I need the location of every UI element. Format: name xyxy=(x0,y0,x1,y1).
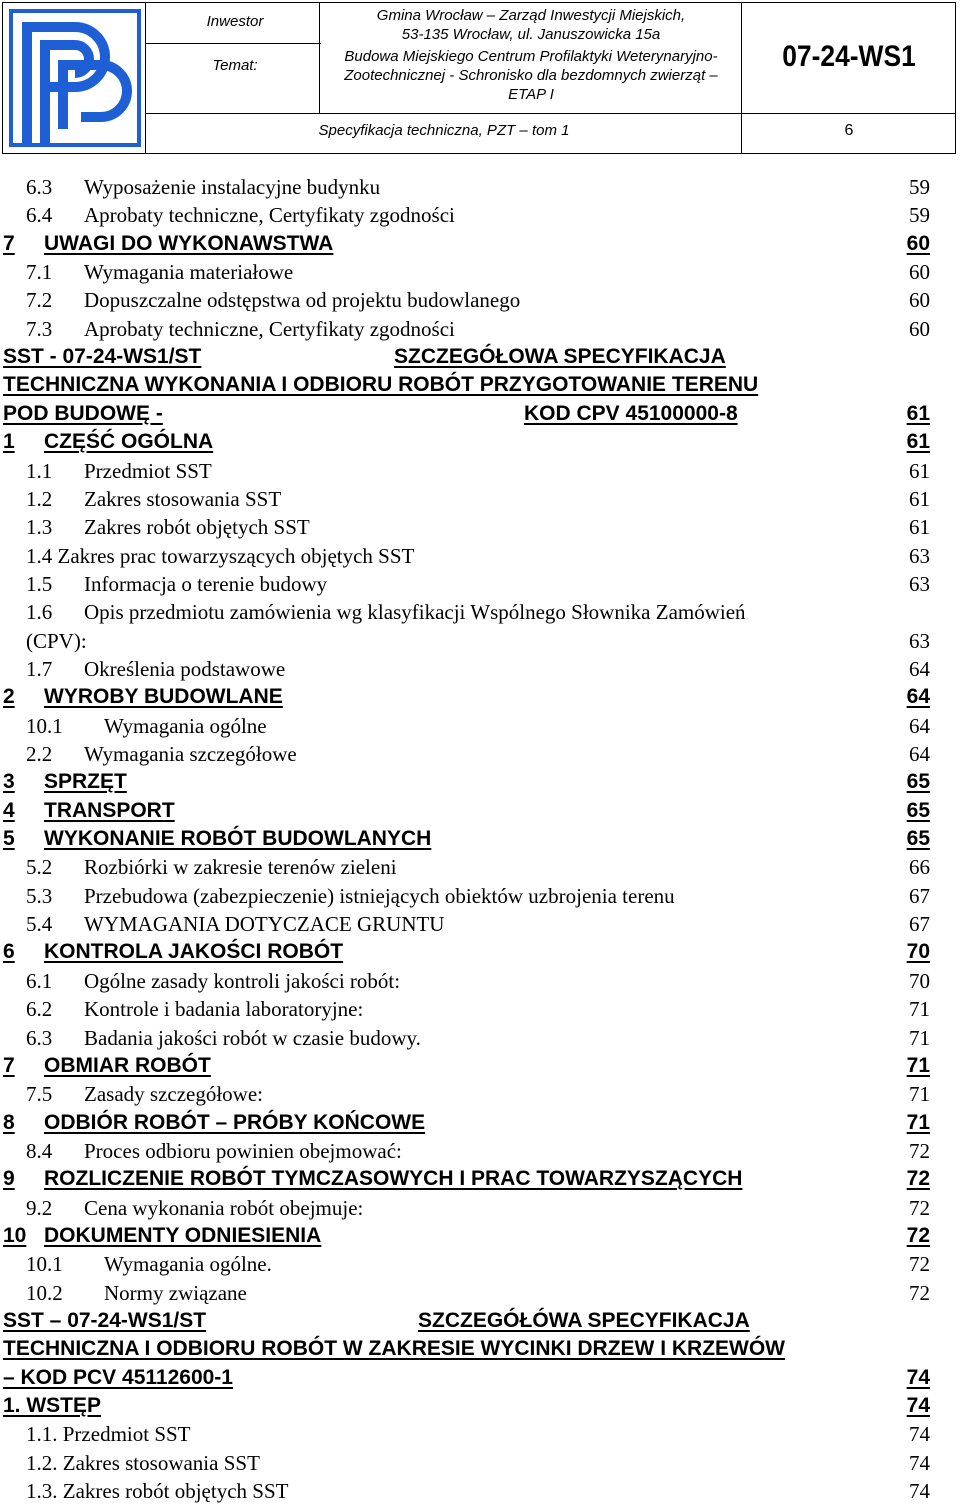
spec-heading-title: SZCZEGÓŁÓWA SPECYFIKACJA xyxy=(418,1309,750,1332)
toc-entry-number: 1.7 xyxy=(26,656,53,681)
toc-entry-title: Zasady szczegółowe: xyxy=(84,1082,264,1107)
toc-subsection-entry[interactable] xyxy=(0,967,960,995)
toc-entry-title: CZĘŚĆ OGÓLNA xyxy=(44,430,214,454)
toc-entry-title: Badania jakości robót w czasie budowy. xyxy=(84,1025,421,1050)
toc-entry-title: OBMIAR ROBÓT xyxy=(44,1053,211,1077)
toc-entry-page: 70 xyxy=(909,968,930,993)
spec-heading-code: SST - 07-24-WS1/ST xyxy=(3,345,202,369)
toc-entry-number: 9 xyxy=(3,1167,15,1191)
toc-entry-number: 1.3 xyxy=(26,515,53,540)
toc-entry-page: 64 xyxy=(909,656,930,681)
toc-subsection-entry[interactable] xyxy=(0,712,960,740)
toc-entry-number: 1.1 xyxy=(26,458,53,483)
toc-section-entry[interactable] xyxy=(0,1052,960,1080)
toc-entry-page: 60 xyxy=(909,288,930,313)
toc-entry-number: 2.2 xyxy=(26,742,53,766)
page-number: 6 xyxy=(844,122,854,139)
toc-entry-number: 10.2 xyxy=(26,1280,63,1305)
topic-line-3: ETAP I xyxy=(508,86,554,103)
spec-heading-line: TECHNICZNA I ODBIORU ROBÓT W ZAKRESIE WYCINKI DRZEW I KRZEWÓW xyxy=(3,1337,786,1361)
toc-entry-page: 74 xyxy=(906,1394,930,1418)
toc-section-entry[interactable] xyxy=(0,428,960,456)
document-header xyxy=(2,2,956,154)
toc-section-entry[interactable] xyxy=(0,400,960,428)
spec-heading-title: SZCZEGÓŁOWA SPECYFIKACJA xyxy=(394,345,726,369)
spec-heading-line: POD BUDOWĘ - xyxy=(3,401,163,425)
topic-value xyxy=(321,47,741,104)
toc-entry-page: 64 xyxy=(906,685,930,709)
toc-section-entry[interactable] xyxy=(0,768,960,796)
toc-entry-number: 7.1 xyxy=(26,260,53,285)
toc-entry-title: Wymagania ogólne xyxy=(104,713,267,738)
toc-entry-title: 1.3. Zakres robót objętych SST xyxy=(26,1479,289,1504)
toc-entry-number: 6.3 xyxy=(26,175,53,199)
spec-heading-cpv: KOD CPV 45100000-8 xyxy=(524,401,738,425)
toc-entry-number: 6.1 xyxy=(26,968,53,993)
toc-entry-number: 1 xyxy=(3,430,15,454)
toc-entry-title: Wymagania materiałowe xyxy=(84,260,294,285)
toc-subsection-entry[interactable] xyxy=(0,655,960,683)
toc-entry-title: WYROBY BUDOWLANE xyxy=(44,685,283,709)
toc-entry-title: SPRZĘT xyxy=(44,770,127,794)
toc-entry-page: 59 xyxy=(909,175,930,199)
toc-entry-page: 61 xyxy=(909,515,930,540)
toc-entry-number: 7.5 xyxy=(26,1082,53,1107)
toc-entry-number: 5.2 xyxy=(26,855,53,880)
toc-subsection-entry[interactable] xyxy=(0,740,960,768)
toc-section-entry[interactable] xyxy=(0,683,960,711)
toc-entry-number: 5.3 xyxy=(26,883,53,908)
toc-section-entry[interactable] xyxy=(0,1109,960,1137)
toc-section-entry[interactable] xyxy=(0,825,960,853)
toc-entry-title: Informacja o terenie budowy xyxy=(84,571,328,596)
toc-entry-title: Aprobaty techniczne, Certyfikaty zgodności xyxy=(84,203,455,228)
spec-heading-line: TECHNICZNA WYKONANIA I ODBIORU ROBÓT PRZYGOTOWANIE TERENU xyxy=(3,373,759,397)
toc-entry-page: 63 xyxy=(909,628,930,653)
toc-entry-number: 10.1 xyxy=(26,1252,63,1277)
toc-entry-title: WYKONANIE ROBÓT BUDOWLANYCH xyxy=(44,827,432,851)
toc-section-entry[interactable] xyxy=(0,938,960,966)
toc-entry-page: 61 xyxy=(909,458,930,483)
toc-entry-page: 72 xyxy=(906,1167,930,1191)
toc-entry-number: 8 xyxy=(3,1110,15,1134)
toc-entry-title: Określenia podstawowe xyxy=(84,656,286,681)
toc-entry-title: Dopuszczalne odstępstwa od projektu budowlanego xyxy=(84,288,521,313)
toc-entry-title: WYMAGANIA DOTYCZACE GRUNTU xyxy=(84,912,445,937)
toc-entry-page: 63 xyxy=(909,543,930,568)
toc-entry-title: Proces odbioru powinien obejmować: xyxy=(84,1138,402,1163)
toc-entry-number: 8.4 xyxy=(26,1138,53,1163)
investor-value xyxy=(321,6,741,44)
toc-subsection-entry[interactable] xyxy=(0,542,960,570)
toc-subsection-entry[interactable] xyxy=(0,598,960,626)
toc-entry-page: 61 xyxy=(909,486,930,511)
toc-entry-number: 5 xyxy=(3,827,15,851)
toc-entry-number: 5.4 xyxy=(26,912,53,937)
spec-title: Specyfikacja techniczna, PZT – tom 1 xyxy=(318,122,570,139)
toc-entry-page: 61 xyxy=(906,401,930,425)
toc-subsection-entry[interactable] xyxy=(0,1137,960,1165)
toc-entry-title: ROZLICZENIE ROBÓT TYMCZASOWYCH I PRAC TOWARZYSZĄCYCH xyxy=(44,1167,743,1191)
toc-entry-title: Wymagania szczegółowe xyxy=(84,742,297,766)
toc-subsection-entry[interactable] xyxy=(0,258,960,286)
toc-entry-number: 1.2 xyxy=(26,486,53,511)
toc-entry-page: 67 xyxy=(909,883,930,908)
toc-entry-page: 72 xyxy=(906,1223,930,1247)
topic-line-2: Zootechnicznej - Schronisko dla bezdomnych zwierząt – xyxy=(344,67,718,84)
company-logo xyxy=(5,5,145,151)
toc-entry-number: 6.2 xyxy=(26,997,53,1022)
toc-entry-title: TRANSPORT xyxy=(44,798,175,822)
toc-subsection-entry[interactable] xyxy=(0,1250,960,1278)
toc-entry-page: 72 xyxy=(909,1138,930,1163)
toc-entry-title: (CPV): xyxy=(26,628,87,653)
toc-entry-title: Zakres robót objętych SST xyxy=(84,515,310,540)
toc-section-entry[interactable] xyxy=(0,371,960,399)
toc-entry-page: 60 xyxy=(906,231,930,255)
toc-subsection-entry[interactable] xyxy=(0,570,960,598)
toc-subsection-entry[interactable] xyxy=(0,1194,960,1222)
toc-entry-page: 74 xyxy=(906,1365,930,1389)
toc-section-entry[interactable] xyxy=(0,1307,960,1335)
toc-entry-page: 60 xyxy=(909,316,930,341)
investor-line-1: Gmina Wrocław – Zarząd Inwestycji Miejskich, xyxy=(376,7,686,24)
toc-entry-number: 2 xyxy=(3,685,15,709)
toc-entry-number: 7.2 xyxy=(26,288,53,313)
toc-entry-page: 74 xyxy=(909,1422,930,1447)
toc-entry-title: Przedmiot SST xyxy=(84,458,212,483)
toc-entry-page: 61 xyxy=(906,430,930,454)
toc-entry-title: UWAGI DO WYKONAWSTWA xyxy=(44,231,334,255)
toc-entry-number: 10 xyxy=(3,1223,27,1247)
toc-subsection-entry[interactable] xyxy=(0,995,960,1023)
toc-section-entry[interactable] xyxy=(0,1364,960,1392)
toc-entry-number: 6.3 xyxy=(26,1025,53,1050)
toc-subsection-entry[interactable] xyxy=(0,315,960,343)
toc-subsection-entry[interactable] xyxy=(0,853,960,881)
toc-subsection-entry[interactable] xyxy=(0,1477,960,1505)
toc-section-entry[interactable] xyxy=(0,1392,960,1420)
toc-entry-page: 59 xyxy=(909,203,930,228)
toc-entry-number: 4 xyxy=(3,798,15,822)
toc-entry-title: Zakres stosowania SST xyxy=(84,486,282,511)
toc-section-entry[interactable] xyxy=(0,797,960,825)
toc-subsection-entry[interactable] xyxy=(0,882,960,910)
document-code: 07-24-WS1 xyxy=(782,40,916,73)
toc-entry-title: 1.1. Przedmiot SST xyxy=(26,1422,191,1447)
toc-entry-page: 71 xyxy=(906,1110,930,1134)
toc-entry-title: 1.4 Zakres prac towarzyszących objętych SST xyxy=(26,543,415,568)
toc-entry-page: 64 xyxy=(909,742,930,766)
toc-entry-page: 71 xyxy=(909,997,930,1022)
toc-entry-title: Aprobaty techniczne, Certyfikaty zgodności xyxy=(84,316,455,341)
toc-subsection-entry[interactable] xyxy=(0,173,960,201)
toc-subsection-entry[interactable] xyxy=(0,286,960,314)
toc-entry-title: 1.2. Zakres stosowania SST xyxy=(26,1450,260,1475)
toc-entry-page: 64 xyxy=(909,713,930,738)
toc-entry-title: ODBIÓR ROBÓT – PRÓBY KOŃCOWE xyxy=(44,1110,426,1134)
topic-line-1: Budowa Miejskiego Centrum Profilaktyki Weterynaryjno- xyxy=(344,48,718,65)
toc-entry-number: 9.2 xyxy=(26,1195,53,1220)
toc-entry-title: Przebudowa (zabezpieczenie) istniejących obiektów uzbrojenia terenu xyxy=(84,883,675,908)
toc-entry-title: Rozbiórki w zakresie terenów zieleni xyxy=(84,855,397,880)
investor-line-2: 53-135 Wrocław, ul. Januszowicka 15a xyxy=(401,26,661,43)
toc-entry-number: 7 xyxy=(3,1053,15,1077)
toc-subsection-entry[interactable] xyxy=(0,1449,960,1477)
toc-subsection-entry[interactable] xyxy=(0,513,960,541)
topic-label: Temat: xyxy=(212,57,258,74)
toc-entry-page: 65 xyxy=(906,827,930,851)
toc-section-entry[interactable] xyxy=(0,343,960,371)
toc-entry-number: 6.4 xyxy=(26,203,53,228)
toc-entry-title: Normy związane xyxy=(104,1280,247,1305)
toc-entry-number: 10.1 xyxy=(26,713,63,738)
toc-entry-page: 71 xyxy=(906,1053,930,1077)
toc-section-entry[interactable] xyxy=(0,1335,960,1363)
toc-subsection-entry[interactable] xyxy=(0,627,960,655)
toc-entry-number: 6 xyxy=(3,940,15,964)
toc-entry-title: Cena wykonania robót obejmuje: xyxy=(84,1195,364,1220)
toc-entry-page: 67 xyxy=(909,912,930,937)
toc-entry-page: 71 xyxy=(909,1025,930,1050)
toc-entry-title: KONTROLA JAKOŚCI ROBÓT xyxy=(44,940,344,964)
toc-subsection-entry[interactable] xyxy=(0,201,960,229)
toc-subsection-entry[interactable] xyxy=(0,1420,960,1448)
toc-entry-number: 1.5 xyxy=(26,571,53,596)
toc-entry-page: 71 xyxy=(909,1082,930,1107)
toc-entry-page: 74 xyxy=(909,1479,930,1504)
toc-section-entry[interactable] xyxy=(0,1165,960,1193)
toc-entry-page: 66 xyxy=(909,855,930,880)
toc-entry-title: Wyposażenie instalacyjne budynku xyxy=(84,175,381,199)
toc-entry-number: 1.6 xyxy=(26,600,53,625)
toc-subsection-entry[interactable] xyxy=(0,1279,960,1307)
investor-label: Inwestor xyxy=(206,13,264,30)
toc-entry-page: 65 xyxy=(906,770,930,794)
toc-entry-title: DOKUMENTY ODNIESIENIA xyxy=(44,1223,322,1247)
toc-subsection-entry[interactable] xyxy=(0,485,960,513)
toc-entry-title: Kontrole i badania laboratoryjne: xyxy=(84,997,364,1022)
toc-entry-page: 72 xyxy=(909,1280,930,1305)
toc-subsection-entry[interactable] xyxy=(0,457,960,485)
toc-subsection-entry[interactable] xyxy=(0,1024,960,1052)
toc-entry-page: 70 xyxy=(906,940,930,964)
spec-heading-cpv: – KOD PCV 45112600-1 xyxy=(3,1365,233,1389)
toc-entry-page: 72 xyxy=(909,1252,930,1277)
toc-section-entry[interactable] xyxy=(0,1222,960,1250)
spec-heading-code: SST – 07-24-WS1/ST xyxy=(3,1309,207,1332)
toc-subsection-entry[interactable] xyxy=(0,1080,960,1108)
toc-entry-title: Opis przedmiotu zamówienia wg klasyfikacji Wspólnego Słownika Zamówień xyxy=(84,600,746,625)
toc-entry-page: 74 xyxy=(909,1450,930,1475)
toc-entry-title: 1. WSTĘP xyxy=(3,1394,102,1418)
toc-entry-title: Wymagania ogólne. xyxy=(104,1252,272,1277)
toc-entry-page: 65 xyxy=(906,798,930,822)
toc-entry-number: 7 xyxy=(3,231,15,255)
toc-entry-page: 63 xyxy=(909,571,930,596)
toc-entry-page: 60 xyxy=(909,260,930,285)
toc-entry-number: 3 xyxy=(3,770,15,794)
toc-entry-page: 72 xyxy=(909,1195,930,1220)
toc-entry-number: 7.3 xyxy=(26,316,53,341)
toc-section-entry[interactable] xyxy=(0,230,960,258)
toc-subsection-entry[interactable] xyxy=(0,910,960,938)
toc-entry-title: Ogólne zasady kontroli jakości robót: xyxy=(84,968,401,993)
